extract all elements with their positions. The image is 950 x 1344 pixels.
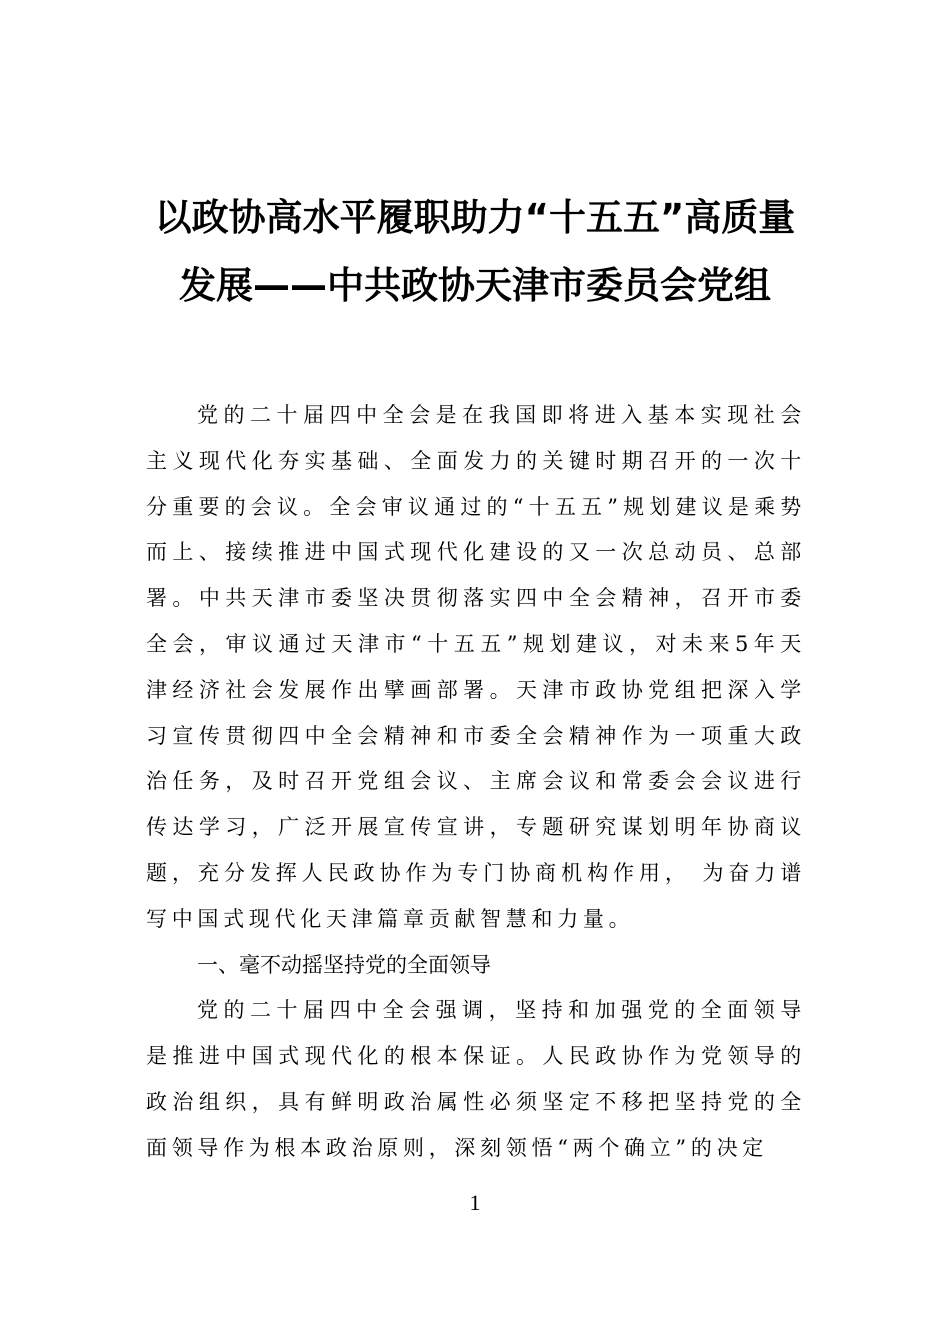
body-paragraph-1: 党的二十届四中全会是在我国即将进入基本实现社会主义现代化夯实基础、全面发力的关键时期召开的一次十分重要的会议。全会审议通过的“十五五”规划建议是乘势而上、接续推进中国式现代化建设的又一次总动员、总部署。中共天津市委坚决贯彻落实四中全会精神，召开市委全会，审议通过天津市“十五五”规划建议，对未来5年天津经济社会发展作出擘画部署。天津市政协党组把深入学习宣传贯彻四中全会精神和市委全会精神作为一项重大政治任务，及时召开党组会议、主席会议和常委会会议进行传达学习，广泛开展宣传宣讲，专题研究谋划明年协商议题，充分发挥人民政协作为专门协商机构作用， 为奋力谱写中国式现代化天津篇章贡献智慧和力量。 [146,403,806,931]
section-heading-1: 一、毫不动摇坚持党的全面领导 [197,952,491,977]
document-title-line-1: 以政协高水平履职助力“十五五”高质量 [154,196,796,239]
page-number: 1 [469,1190,481,1215]
body-paragraph-2: 党的二十届四中全会强调，坚持和加强党的全面领导是推进中国式现代化的根本保证。人民政协作为党领导的政治组织，具有鲜明政治属性必须坚定不移把坚持党的全面领导作为根本政治原则，深刻领悟“两个确立”的决定 [146,998,806,1160]
document-title-line-2: 发展——中共政协天津市委员会党组 [179,264,771,307]
document-body [146,393,806,1172]
